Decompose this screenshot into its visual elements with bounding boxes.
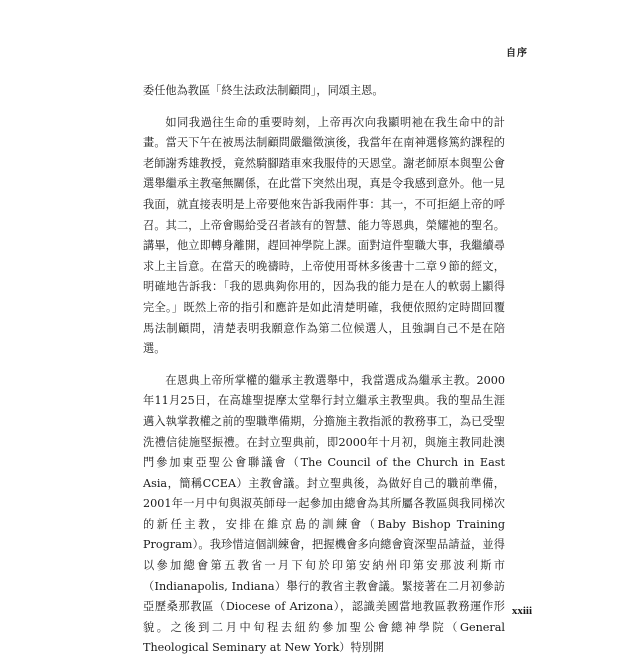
- running-head: 自序: [506, 48, 528, 59]
- paragraph-gap: [143, 360, 505, 371]
- body-text: [143, 81, 505, 659]
- paragraph: 在恩典上帝所掌權的繼承主教選舉中，我當選成為繼承主教。2000年11月25日，在高雄聖提摩太堂舉行封立繼承主教聖典。我的聖品生涯邁入執掌教權之前的聖職準備期，分擔施主教指派的教務事工，為已受聖洗禮信徒施堅振禮。在封立聖典前，即2000年十月初，與施主教同赴澳門參加東亞聖公會聯議會（The Council of the Church in East Asia，簡稱CCEA）主教會議。封立聖典後，為做好自己的職前準備，2001年一月中旬與淑英師母一起參加由總會為其所屬各教區與我同梯次的新任主教，安排在維京島的訓練會（Baby Bishop Training Program）。我珍惜這個訓練會，把握機會多向總會資深聖品請益，並得以參加總會第五教省一月下旬於印第安納州印第安那波利斯市（Indianapolis, Indiana）舉行的教省主教會議。緊接著在二月初參訪亞歷桑那教區（Diocese of Arizona），認識美國當地教區教務運作形貌。之後到二月中旬程去紐約參加聖公會總神學院（General Theological Seminary at New York）特別開: [143, 373, 505, 655]
- paragraph-gap: [143, 102, 505, 113]
- continuation-line: 委任他為教區「終生法政法制顧問」，同頌主恩。: [143, 84, 384, 97]
- paragraph: 如同我過往生命的重要時刻，上帝再次向我顯明祂在我生命中的計畫。當天下午在被馬法制顧問嚴繼徵演後，我當年在南神選修篤約課程的老師謝秀雄教授，竟然騎腳踏車來我服侍的天恩堂。謝老師原本與聖公會選舉繼承主教毫無關係，在此當下突然出現，真是令我感到意外。他一見我面，就直接表明是上帝要他來告訴我兩件事：其一，不可拒絕上帝的呼召。其二，上帝會賜給受召者該有的智慧、能力等恩典，榮耀祂的聖名。講畢，他立即轉身離開，趕回神學院上課。面對這件聖職大事，我繼續尋求上主旨意。在當天的晚禱時，上帝使用哥林多後書十二章９節的經文，明確地告訴我：「我的恩典夠你用的，因為我的能力是在人的軟弱上顯得完全。」既然上帝的指引和應許是如此清楚明確，我便依照約定時間回覆馬法制顧問，清楚表明我願意作為第二位候選人，且強調自己不是在陪選。: [143, 115, 505, 356]
- page-number: xxiii: [511, 605, 532, 617]
